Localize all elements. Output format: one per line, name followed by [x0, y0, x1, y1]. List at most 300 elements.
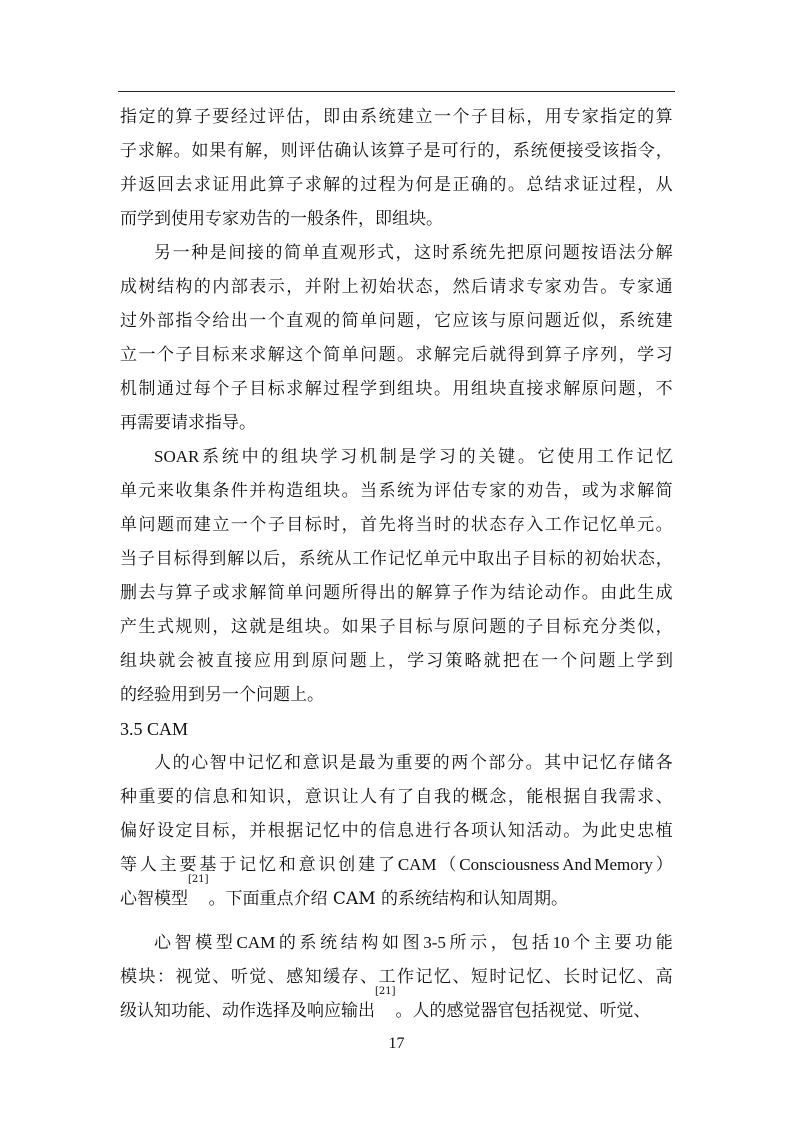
glyph: 单 — [302, 243, 320, 263]
glyph: 单 — [120, 481, 137, 501]
glyph: 、 — [267, 967, 285, 987]
glyph: 。 — [525, 753, 543, 773]
glyph: 要 — [156, 787, 174, 807]
glyph: 主 — [159, 855, 177, 875]
glyph: 该 — [470, 311, 488, 331]
glyph: 单 — [360, 311, 378, 331]
glyph: 便 — [548, 141, 566, 161]
paragraph-line — [120, 814, 673, 848]
glyph: 外 — [138, 311, 156, 331]
glyph: 结 — [507, 583, 525, 603]
glyph: 组 — [120, 651, 137, 671]
glyph: 基 — [199, 855, 217, 875]
glyph: 估 — [452, 481, 470, 501]
glyph: 的 — [489, 175, 507, 195]
glyph: 种 — [120, 787, 137, 807]
glyph: 简 — [655, 481, 673, 501]
glyph: 这 — [286, 345, 304, 365]
glyph: 即 — [323, 107, 341, 127]
glyph: 要 — [212, 107, 230, 127]
glyph: 组 — [286, 617, 304, 637]
glyph: 的 — [172, 753, 190, 773]
glyph: 示 — [470, 933, 488, 953]
glyph: 专 — [563, 107, 581, 127]
glyph: 系 — [298, 549, 316, 569]
glyph: 模 — [195, 933, 213, 953]
glyph: 直 — [215, 651, 233, 671]
glyph: 解 — [249, 583, 267, 603]
glyph: 题 — [562, 243, 580, 263]
glyph: ， — [304, 107, 322, 127]
glyph: 状 — [470, 515, 488, 535]
glyph: 去 — [175, 175, 193, 195]
glyph: 息 — [397, 821, 415, 841]
glyph: 用 — [452, 379, 470, 399]
glyph: 块 — [300, 447, 318, 467]
glyph: 它 — [433, 311, 451, 331]
glyph: 听 — [230, 967, 248, 987]
glyph: 类 — [618, 617, 636, 637]
glyph: 了 — [377, 855, 395, 875]
glyph: 个 — [560, 651, 578, 671]
glyph: 动 — [544, 821, 562, 841]
glyph: 人 — [154, 753, 171, 773]
glyph: 两 — [451, 753, 469, 773]
glyph: 原 — [581, 379, 599, 399]
glyph: 请 — [489, 277, 507, 297]
glyph: 与 — [489, 311, 507, 331]
glyph: 算 — [175, 583, 193, 603]
glyph: 给 — [212, 311, 230, 331]
glyph: 忆 — [323, 821, 341, 841]
glyph: 。 — [600, 277, 618, 297]
glyph: 的 — [156, 107, 174, 127]
glyph: 忆 — [433, 967, 451, 987]
glyph: 式 — [156, 617, 174, 637]
glyph: 创 — [338, 855, 356, 875]
glyph: 不 — [655, 379, 673, 399]
glyph: 求 — [230, 583, 248, 603]
glyph: 单 — [286, 583, 304, 603]
glyph: 重 — [138, 787, 156, 807]
glyph: 求 — [544, 379, 562, 399]
glyph: 好 — [138, 821, 156, 841]
glyph: 并 — [304, 277, 322, 297]
glyph: 将 — [397, 515, 415, 535]
glyph: 问 — [470, 617, 488, 637]
glyph: 在 — [521, 651, 539, 671]
glyph: 自 — [581, 787, 599, 807]
glyph: 为 — [397, 175, 415, 195]
glyph: ， — [637, 175, 655, 195]
glyph: ， — [526, 107, 544, 127]
paragraph-line — [120, 474, 673, 508]
glyph: 意 — [298, 855, 316, 875]
glyph: 示 — [267, 277, 285, 297]
glyph: 指 — [175, 311, 193, 331]
glyph: 题 — [544, 311, 562, 331]
glyph: 原 — [311, 651, 329, 671]
glyph: 的 — [360, 821, 378, 841]
glyph: 各 — [655, 753, 673, 773]
glyph: 单 — [341, 345, 359, 365]
glyph: ， — [637, 379, 655, 399]
glyph: 子 — [175, 345, 193, 365]
glyph: 心 — [191, 753, 209, 773]
glyph: 让 — [341, 787, 359, 807]
glyph: 识 — [321, 753, 339, 773]
glyph: 子 — [378, 617, 396, 637]
glyph: 返 — [138, 175, 156, 195]
header-rule — [118, 91, 675, 92]
glyph: 偏 — [120, 821, 137, 841]
glyph: 储 — [637, 753, 655, 773]
glyph: 模 — [120, 967, 137, 987]
glyph: 意 — [302, 753, 320, 773]
glyph: 为 — [581, 821, 599, 841]
glyph: 部 — [230, 277, 248, 297]
glyph: 把 — [502, 651, 520, 671]
glyph: 家 — [489, 481, 507, 501]
glyph: 项 — [470, 821, 488, 841]
glyph: 是 — [339, 753, 357, 773]
glyph: 程 — [378, 175, 396, 195]
glyph: 解 — [227, 549, 245, 569]
glyph: 息 — [212, 787, 230, 807]
glyph: 标 — [173, 549, 191, 569]
glyph: 人 — [360, 787, 378, 807]
glyph: 可 — [441, 141, 459, 161]
glyph: 是 — [433, 175, 451, 195]
glyph: 得 — [507, 345, 525, 365]
glyph: 由 — [341, 107, 359, 127]
glyph: 应 — [452, 311, 470, 331]
glyph: 一 — [541, 651, 559, 671]
glyph: 简 — [267, 583, 285, 603]
glyph: 求 — [637, 787, 655, 807]
glyph: 果 — [209, 141, 227, 161]
glyph: 问 — [360, 345, 378, 365]
glyph: 单 — [120, 515, 137, 535]
glyph: 用 — [230, 175, 248, 195]
glyph: 接 — [246, 243, 264, 263]
glyph: 专 — [618, 277, 636, 297]
glyph: 的 — [193, 277, 211, 297]
glyph: 记 — [239, 855, 257, 875]
glyph: 记 — [600, 967, 618, 987]
glyph: 建 — [193, 515, 211, 535]
glyph: 另 — [154, 243, 171, 263]
glyph: 3-5 — [423, 933, 446, 952]
glyph: 上 — [617, 651, 635, 671]
glyph: 先 — [378, 515, 396, 535]
glyph: 记 — [507, 967, 525, 987]
glyph: 图 — [402, 933, 420, 953]
glyph: 求 — [618, 481, 636, 501]
glyph: 制 — [138, 379, 156, 399]
glyph: 被 — [196, 651, 214, 671]
glyph: 学 — [360, 379, 378, 399]
glyph: 行 — [433, 821, 451, 841]
glyph: 作 — [370, 549, 388, 569]
glyph: 原 — [507, 311, 525, 331]
glyph: 工 — [352, 549, 370, 569]
glyph: 程 — [618, 175, 636, 195]
glyph: 原 — [452, 617, 470, 637]
glyph: 智 — [174, 933, 192, 953]
glyph: 专 — [526, 277, 544, 297]
glyph: 中 — [341, 821, 359, 841]
glyph: 通 — [156, 379, 174, 399]
glyph: 求 — [286, 379, 304, 399]
glyph: 构 — [267, 481, 285, 501]
glyph: 解 — [415, 583, 433, 603]
glyph: 系 — [299, 933, 317, 953]
glyph: 用 — [273, 651, 291, 671]
glyph: 问 — [544, 243, 562, 263]
glyph: 到 — [378, 379, 396, 399]
glyph: 。 — [397, 345, 415, 365]
glyph: 要 — [414, 753, 432, 773]
glyph: 括 — [532, 933, 550, 953]
glyph: 解 — [304, 379, 322, 399]
glyph: 觉 — [193, 967, 211, 987]
glyph: 当 — [120, 549, 137, 569]
glyph: 能 — [526, 787, 544, 807]
glyph: 求 — [249, 345, 267, 365]
glyph: ： — [156, 967, 174, 987]
glyph: 求 — [507, 277, 525, 297]
glyph: 记 — [415, 967, 433, 987]
glyph: 所 — [341, 583, 359, 603]
glyph: 每 — [193, 379, 211, 399]
glyph: 略 — [464, 651, 482, 671]
glyph: 认 — [489, 821, 507, 841]
glyph: ， — [341, 515, 359, 535]
glyph: 子 — [230, 379, 248, 399]
glyph: 解 — [655, 243, 673, 263]
glyph: 忆 — [405, 549, 423, 569]
text-segment: 心智模型 — [120, 889, 188, 909]
glyph: 、 — [212, 967, 230, 987]
glyph: CAM — [397, 855, 437, 874]
glyph: 个 — [469, 753, 487, 773]
glyph: 此 — [618, 583, 636, 603]
glyph: 过 — [249, 107, 267, 127]
glyph: 知 — [507, 821, 525, 841]
glyph: 部 — [156, 311, 174, 331]
glyph: 过 — [360, 175, 378, 195]
glyph: 定 — [138, 107, 156, 127]
glyph: 目 — [193, 821, 211, 841]
glyph: 的 — [477, 141, 495, 161]
glyph: 标 — [267, 379, 285, 399]
glyph: ， — [286, 277, 304, 297]
glyph: 作 — [470, 583, 488, 603]
glyph: 或 — [581, 481, 599, 501]
glyph: 到 — [655, 651, 673, 671]
glyph: 解 — [323, 175, 341, 195]
glyph: 作 — [616, 447, 634, 467]
glyph: 分 — [506, 753, 524, 773]
glyph: 块 — [138, 967, 156, 987]
glyph: 系 — [618, 311, 636, 331]
glyph: 习 — [655, 345, 673, 365]
glyph: 。 — [517, 447, 535, 467]
glyph: 块 — [415, 379, 433, 399]
glyph: 表 — [249, 277, 267, 297]
paragraph-line — [120, 644, 673, 678]
glyph: 过 — [323, 379, 341, 399]
glyph: 行 — [459, 141, 477, 161]
glyph: 用 — [577, 447, 595, 467]
glyph: 总 — [526, 175, 544, 195]
glyph: 当 — [360, 481, 378, 501]
glyph: 问 — [138, 515, 156, 535]
glyph: 会 — [177, 651, 195, 671]
glyph: 解 — [637, 481, 655, 501]
glyph: 近 — [563, 311, 581, 331]
glyph: 求 — [304, 175, 322, 195]
glyph: 子 — [512, 549, 530, 569]
glyph: 的 — [507, 481, 525, 501]
glyph: ， — [495, 141, 513, 161]
glyph: 过 — [600, 175, 618, 195]
glyph: 最 — [358, 753, 376, 773]
glyph: 。 — [173, 141, 191, 161]
glyph: 为 — [600, 481, 618, 501]
glyph: 形 — [358, 243, 376, 263]
glyph: 态 — [637, 549, 655, 569]
glyph: 算 — [544, 345, 562, 365]
glyph: 定 — [618, 107, 636, 127]
glyph: 单 — [618, 515, 636, 535]
glyph: 结 — [156, 277, 174, 297]
glyph: 忠 — [637, 821, 655, 841]
glyph: 系 — [360, 107, 378, 127]
glyph: 功 — [635, 933, 653, 953]
glyph: And — [562, 855, 592, 874]
glyph: 由 — [600, 583, 618, 603]
glyph: 、 — [637, 967, 655, 987]
glyph: 子 — [193, 583, 211, 603]
glyph: 算 — [433, 583, 451, 603]
glyph: 后 — [470, 277, 488, 297]
glyph: 时 — [432, 243, 450, 263]
glyph: 取 — [477, 549, 495, 569]
glyph: 活 — [526, 821, 544, 841]
paragraph-line — [120, 100, 673, 134]
glyph: Consciousness — [459, 855, 560, 874]
glyph: 念 — [489, 787, 507, 807]
paragraph-line — [120, 440, 673, 474]
glyph: 接 — [234, 651, 252, 671]
glyph: 立 — [120, 345, 137, 365]
paragraph-gap — [120, 916, 673, 926]
glyph: 个 — [304, 345, 322, 365]
glyph: 和 — [278, 855, 296, 875]
glyph: 忆 — [599, 753, 617, 773]
glyph: 状 — [620, 549, 638, 569]
citation: [21] — [375, 986, 396, 997]
glyph: 统 — [320, 933, 338, 953]
glyph: 进 — [415, 821, 433, 841]
glyph: 系 — [512, 141, 530, 161]
glyph: 统 — [316, 549, 334, 569]
glyph: 语 — [599, 243, 617, 263]
glyph: 证 — [581, 175, 599, 195]
glyph: 劝 — [563, 277, 581, 297]
glyph: 解 — [155, 141, 173, 161]
glyph: 策 — [445, 651, 463, 671]
paragraph-line — [120, 542, 673, 576]
glyph: 史 — [618, 821, 636, 841]
glyph: 的 — [452, 515, 470, 535]
glyph: 并 — [249, 821, 267, 841]
glyph: 的 — [458, 447, 476, 467]
glyph: 有 — [378, 787, 396, 807]
glyph: 忆 — [526, 967, 544, 987]
glyph: 原 — [525, 243, 543, 263]
glyph: 接 — [566, 141, 584, 161]
glyph: 个 — [249, 515, 267, 535]
glyph: 需 — [618, 787, 636, 807]
paragraph-line — [120, 986, 673, 1028]
glyph: 首 — [360, 515, 378, 535]
glyph: 认 — [352, 141, 370, 161]
glyph: 中 — [228, 753, 246, 773]
paragraph-line — [120, 780, 673, 814]
glyph: 的 — [175, 787, 193, 807]
glyph: 统 — [637, 311, 655, 331]
glyph: 子 — [193, 107, 211, 127]
glyph: 后 — [470, 345, 488, 365]
glyph: 出 — [378, 583, 396, 603]
glyph: 去 — [138, 583, 156, 603]
glyph: 构 — [361, 933, 379, 953]
glyph: 记 — [581, 753, 599, 773]
glyph: 学 — [320, 447, 338, 467]
glyph: 部 — [488, 753, 506, 773]
paragraph-line — [120, 610, 673, 644]
glyph: 标 — [212, 821, 230, 841]
glyph: 态 — [489, 515, 507, 535]
paragraph-line — [120, 746, 673, 780]
glyph: 直 — [286, 311, 304, 331]
paragraph-line — [120, 926, 673, 960]
glyph: 题 — [378, 345, 396, 365]
glyph: 时 — [323, 515, 341, 535]
glyph: 此 — [600, 821, 618, 841]
paragraph-line — [120, 372, 673, 406]
glyph: 工 — [596, 447, 614, 467]
glyph: 条 — [212, 481, 230, 501]
glyph: 长 — [563, 967, 581, 987]
text-segment: 级认知功能、动作选择及响应输出 — [120, 1001, 375, 1021]
glyph: ， — [655, 617, 673, 637]
glyph: 件 — [230, 481, 248, 501]
glyph: 成 — [655, 583, 673, 603]
glyph: ， — [230, 821, 248, 841]
glyph: 的 — [341, 175, 359, 195]
glyph: 存 — [341, 967, 359, 987]
glyph: 块 — [489, 379, 507, 399]
glyph: 求 — [193, 175, 211, 195]
glyph: 型 — [215, 933, 233, 953]
glyph: 目 — [489, 107, 507, 127]
glyph: ） — [655, 855, 673, 875]
glyph: 植 — [655, 821, 673, 841]
